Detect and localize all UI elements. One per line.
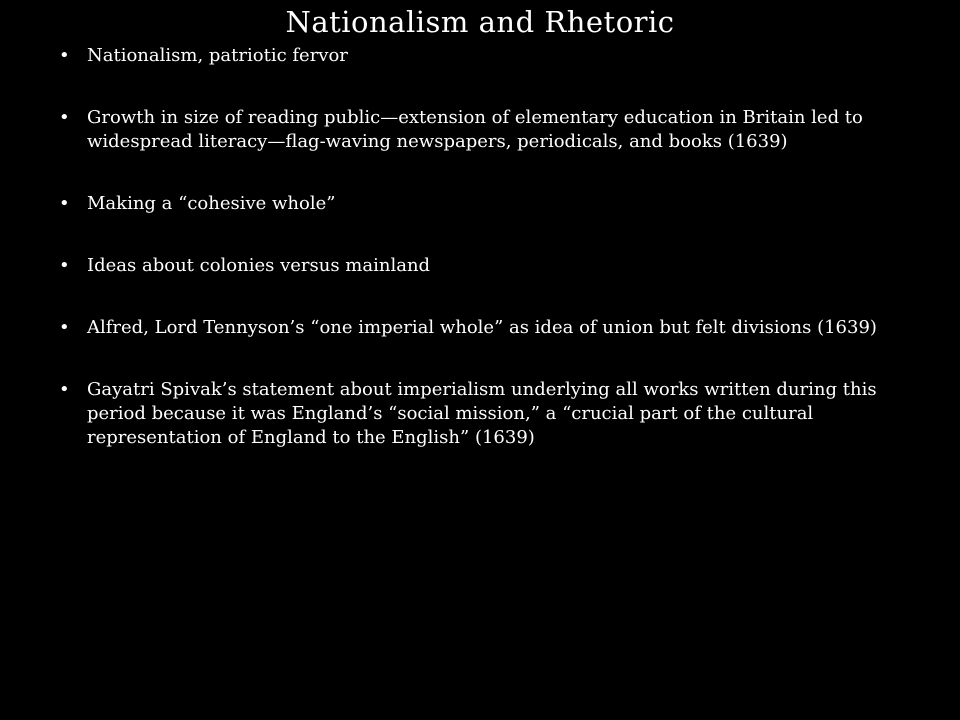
- bullet-item: [55, 106, 885, 154]
- bullet-text: Gayatri Spivak’s statement about imperialism underlying all works written during this period because it was England’s “social mission,” a “crucial part of the cultural representation of England to the English” (1639): [87, 379, 877, 448]
- bullet-item: [55, 254, 885, 278]
- bullet-item: [55, 378, 885, 450]
- bullet-text: Nationalism, patriotic fervor: [87, 45, 348, 66]
- bullet-list: [55, 44, 885, 450]
- bullet-text: Growth in size of reading public—extension of elementary education in Britain led to widespread literacy—flag-waving newspapers, periodicals, and books (1639): [87, 107, 863, 152]
- bullet-text: Making a “cohesive whole”: [87, 193, 336, 214]
- bullet-marker: •: [59, 45, 70, 66]
- slide-title: Nationalism and Rhetoric: [285, 5, 675, 39]
- bullet-text: Alfred, Lord Tennyson’s “one imperial whole” as idea of union but felt divisions (1639): [87, 317, 877, 338]
- bullet-marker: •: [59, 255, 70, 276]
- bullet-marker: •: [59, 379, 70, 400]
- bullet-item: [55, 316, 885, 340]
- bullet-marker: •: [59, 317, 70, 338]
- bullet-item: [55, 44, 885, 68]
- bullet-text: Ideas about colonies versus mainland: [87, 255, 431, 276]
- bullet-marker: •: [59, 193, 70, 214]
- bullet-item: [55, 192, 885, 216]
- bullet-marker: •: [59, 107, 70, 128]
